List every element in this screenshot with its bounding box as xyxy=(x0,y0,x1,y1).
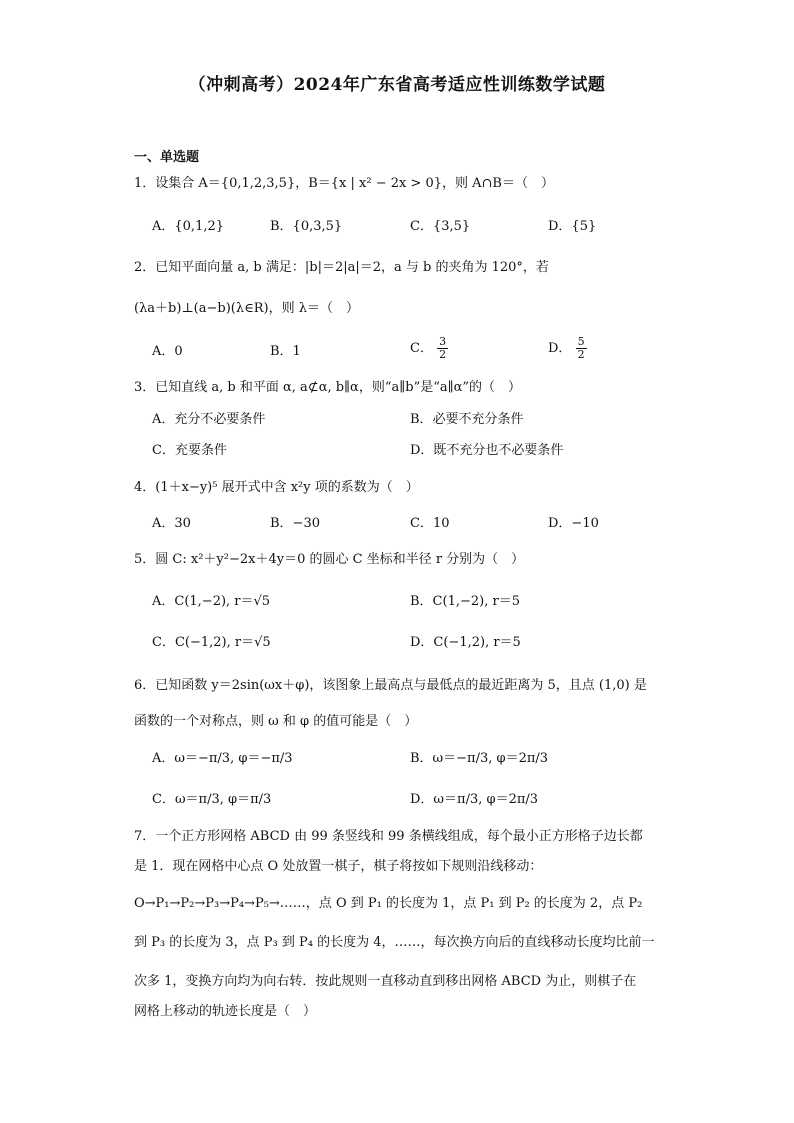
question-6-option-a[interactable]: A．ω＝−π/3, φ＝−π/3 xyxy=(152,751,293,766)
question-6-stem-line-1: 6．已知函数 y＝2sin(ωx＋φ)，该图象上最高点与最低点的最近距离为 5，且点 (1,0) 是 xyxy=(134,678,647,693)
fraction-numerator: 5 xyxy=(577,335,585,348)
question-1-option-d[interactable]: D．{5} xyxy=(548,219,597,234)
question-4-stem: 4．(1＋x−y)⁵ 展开式中含 x²y 项的系数为（ ） xyxy=(134,480,419,495)
question-5-option-c[interactable]: C．C(−1,2), r＝√5 xyxy=(152,635,271,650)
question-5-option-b[interactable]: B．C(1,−2), r＝5 xyxy=(410,594,520,609)
question-7-stem-line-5: 次多 1，变换方向均为向右转．按此规则一直移动直到移出网格 ABCD 为止，则棋子在 xyxy=(134,974,637,989)
fraction-numerator: 3 xyxy=(439,335,447,348)
question-7-stem-line-4: 到 P₃ 的长度为 3，点 P₃ 到 P₄ 的长度为 4，……，每次换方向后的直线移动长度均比前一 xyxy=(134,935,655,950)
question-6-option-d[interactable]: D．ω＝π/3, φ＝2π/3 xyxy=(410,792,539,807)
question-4-option-c[interactable]: C．10 xyxy=(410,516,450,531)
question-3-option-a[interactable]: A．充分不必要条件 xyxy=(152,412,266,427)
question-7-stem-line-3: O→P₁→P₂→P₃→P₄→P₅→……，点 O 到 P₁ 的长度为 1，点 P₁ 到 P₂ 的长度为 2，点 P₂ xyxy=(134,896,643,911)
question-7-stem-line-2: 是 1．现在网格中心点 O 处放置一棋子，棋子将按如下规则沿线移动： xyxy=(134,859,543,874)
question-1-option-b[interactable]: B．{0,3,5} xyxy=(270,219,343,234)
question-6-stem-line-2: 函数的一个对称点，则 ω 和 φ 的值可能是（ ） xyxy=(134,714,418,729)
section-heading: 一、单选题 xyxy=(134,150,200,165)
question-2-stem-line-2: (λa＋b)⊥(a−b)(λ∈R)，则 λ＝（ ） xyxy=(134,301,359,316)
question-6-option-c[interactable]: C．ω＝π/3, φ＝π/3 xyxy=(152,792,272,807)
fraction-denominator: 2 xyxy=(577,348,585,361)
fraction-five-halves xyxy=(576,336,587,361)
question-2-option-d[interactable] xyxy=(548,336,587,361)
question-4-option-d[interactable]: D．−10 xyxy=(548,516,599,531)
question-6-option-b[interactable]: B．ω＝−π/3, φ＝2π/3 xyxy=(410,751,549,766)
question-1-option-a[interactable]: A．{0,1,2} xyxy=(152,219,225,234)
question-2-option-a[interactable]: A．0 xyxy=(152,344,183,359)
question-3-option-b[interactable]: B．必要不充分条件 xyxy=(410,412,524,427)
question-3-option-d[interactable]: D．既不充分也不必要条件 xyxy=(410,443,564,458)
question-5-stem: 5．圆 C: x²＋y²−2x＋4y＝0 的圆心 C 坐标和半径 r 分别为（ ） xyxy=(134,552,525,567)
question-5-option-a[interactable]: A．C(1,−2), r＝√5 xyxy=(152,594,271,609)
question-2-option-c-label: C． xyxy=(410,341,433,356)
question-7-stem-line-1: 7．一个正方形网格 ABCD 由 99 条竖线和 99 条横线组成，每个最小正方形格子边长都 xyxy=(134,829,643,844)
question-1-option-c[interactable]: C．{3,5} xyxy=(410,219,471,234)
question-1-stem: 1．设集合 A＝{0,1,2,3,5}，B＝{x | x² − 2x > 0}，则 A∩B＝（ ） xyxy=(134,176,554,191)
question-5-option-d[interactable]: D．C(−1,2), r＝5 xyxy=(410,635,521,650)
question-3-option-c[interactable]: C．充要条件 xyxy=(152,443,227,458)
fraction-denominator: 2 xyxy=(439,348,447,361)
question-7-stem-line-6: 网格上移动的轨迹长度是（ ） xyxy=(134,1004,317,1019)
question-4-option-a[interactable]: A．30 xyxy=(152,516,191,531)
page-title: （冲刺高考）2024年广东省高考适应性训练数学试题 xyxy=(188,75,606,95)
question-2-option-c[interactable] xyxy=(410,336,448,361)
fraction-three-halves xyxy=(437,336,448,361)
question-2-option-b[interactable]: B．1 xyxy=(270,344,301,359)
question-3-stem: 3．已知直线 a, b 和平面 α, a⊄α, b∥α，则“a∥b”是“a∥α”的（ ） xyxy=(134,380,522,395)
question-2-stem-line-1: 2．已知平面向量 a, b 满足：|b|＝2|a|＝2，a 与 b 的夹角为 120°，若 xyxy=(134,260,549,275)
question-2-option-d-label: D． xyxy=(548,341,572,356)
question-4-option-b[interactable]: B．−30 xyxy=(270,516,320,531)
